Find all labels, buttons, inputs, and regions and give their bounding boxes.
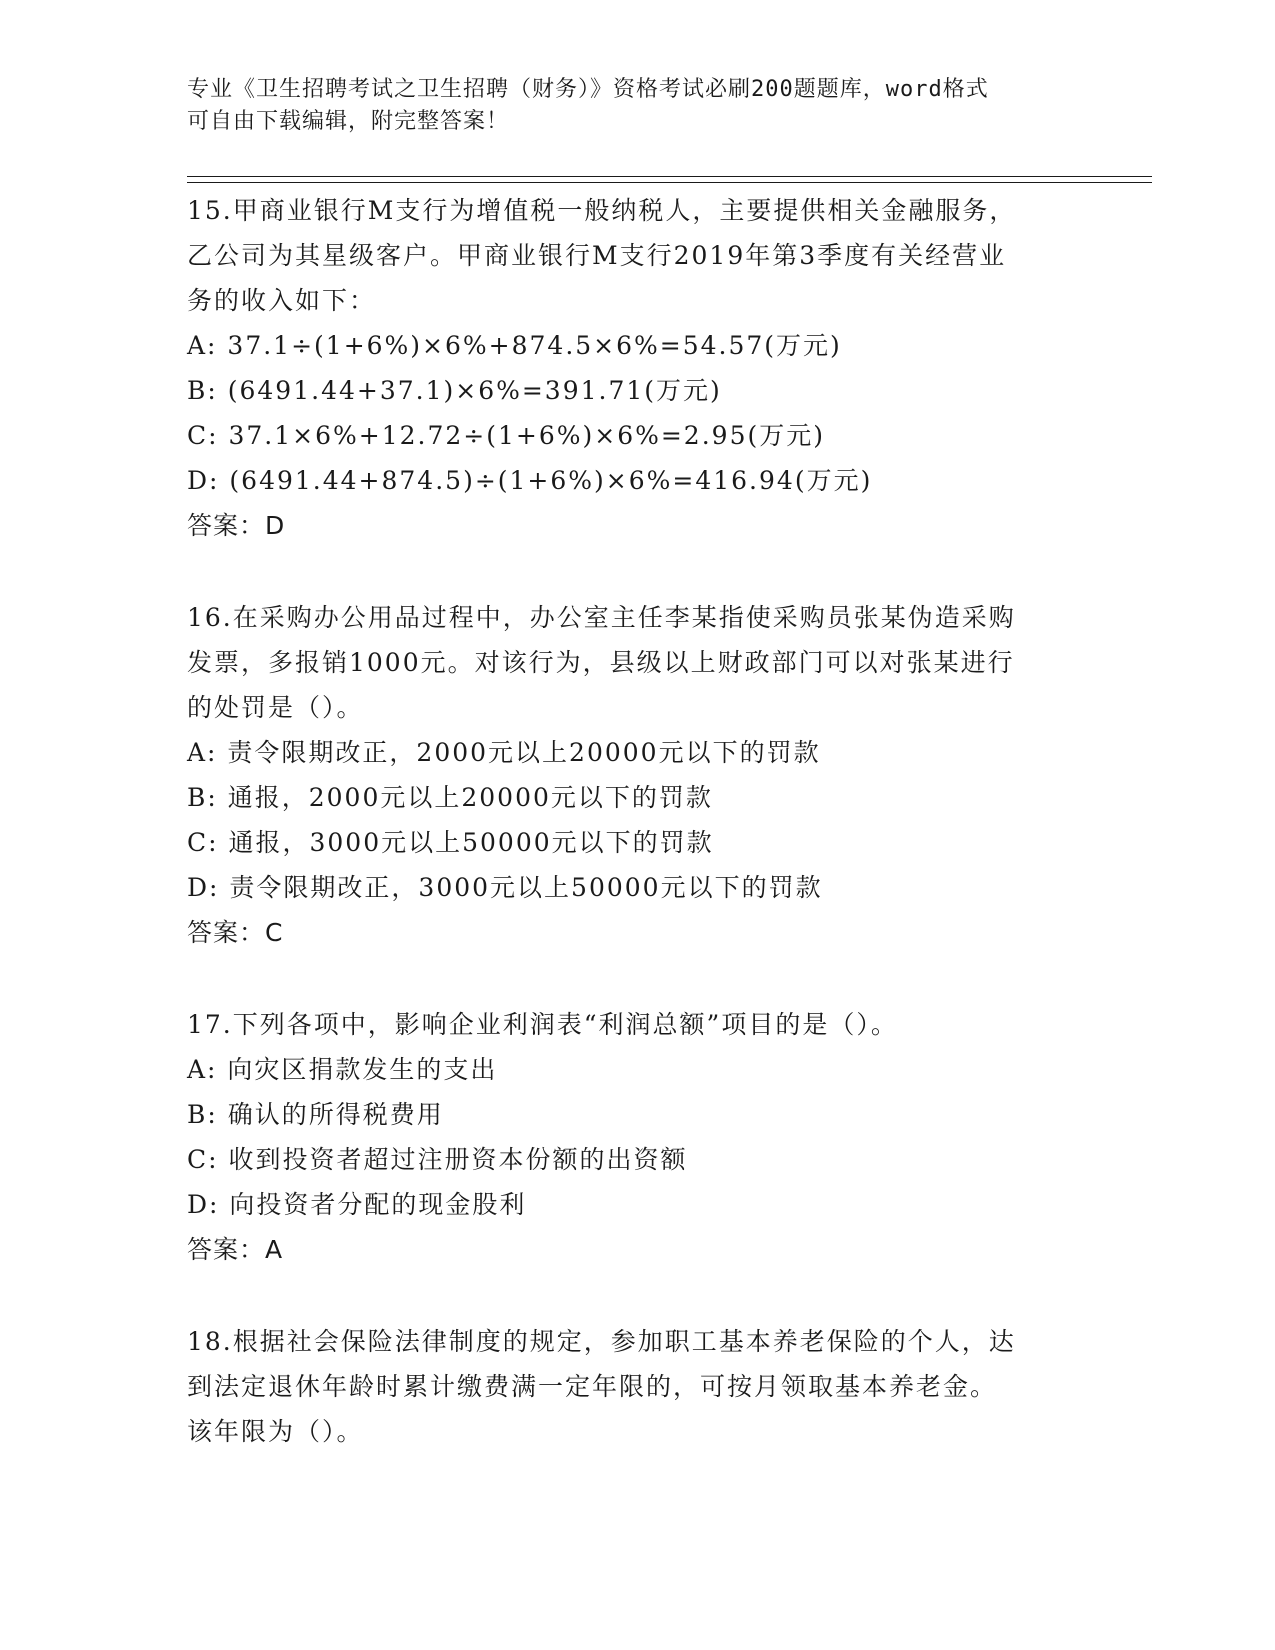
question-text: 15.甲商业银行M支行为增值税一般纳税人，主要提供相关金融服务，: [187, 196, 1017, 225]
question-text: 务的收入如下：: [187, 286, 377, 315]
header-line: 专业《卫生招聘考试之卫生招聘（财务）》资格考试必刷200题题库，word格式: [187, 77, 989, 102]
question-text: 16.在采购办公用品过程中，办公室主任李某指使采购员张某伪造采购: [187, 603, 1016, 632]
option-d: D: (6491.44+874.5)÷(1+6%)×6%=416.94(万元): [187, 466, 873, 495]
question-17: [187, 1002, 1087, 1272]
option-a: A: 37.1÷(1+6%)×6%+874.5×6%=54.57(万元): [187, 331, 842, 360]
option-c: C: 通报，3000元以上50000元以下的罚款: [187, 828, 714, 857]
option-a: A: 责令限期改正，2000元以上20000元以下的罚款: [187, 738, 821, 767]
question-text: 该年限为（）。: [187, 1417, 364, 1446]
document-header: [187, 74, 1087, 138]
question-list: [187, 188, 1087, 1454]
option-d: D: 向投资者分配的现金股利: [187, 1190, 527, 1219]
question-text: 18.根据社会保险法律制度的规定，参加职工基本养老保险的个人，达: [187, 1327, 1016, 1356]
question-15: [187, 188, 1087, 548]
option-b: B: 确认的所得税费用: [187, 1100, 444, 1129]
option-b: B: (6491.44+37.1)×6%=391.71(万元): [187, 376, 722, 405]
header-divider: [187, 176, 1152, 177]
question-16: [187, 595, 1087, 955]
question-text: 乙公司为其星级客户。甲商业银行M支行2019年第3季度有关经营业: [187, 241, 1007, 270]
header-divider: [187, 182, 1152, 183]
option-b: B: 通报，2000元以上20000元以下的罚款: [187, 783, 713, 812]
option-d: D: 责令限期改正，3000元以上50000元以下的罚款: [187, 873, 823, 902]
answer: 答案：D: [187, 511, 286, 540]
option-c: C: 37.1×6%+12.72÷(1+6%)×6%=2.95(万元): [187, 421, 825, 450]
question-text: 17.下列各项中，影响企业利润表“利润总额”项目的是（）。: [187, 1010, 898, 1039]
question-text: 到法定退休年龄时累计缴费满一定年限的，可按月领取基本养老金。: [187, 1372, 998, 1401]
question-text: 发票，多报销1000元。对该行为，县级以上财政部门可以对张某进行: [187, 648, 1015, 677]
question-18: [187, 1319, 1087, 1454]
option-a: A: 向灾区捐款发生的支出: [187, 1055, 498, 1084]
header-line: 可自由下载编辑，附完整答案！: [187, 109, 510, 134]
answer: 答案：C: [187, 918, 284, 947]
option-c: C: 收到投资者超过注册资本份额的出资额: [187, 1145, 688, 1174]
question-text: 的处罚是（）。: [187, 693, 364, 722]
answer: 答案：A: [187, 1235, 284, 1264]
